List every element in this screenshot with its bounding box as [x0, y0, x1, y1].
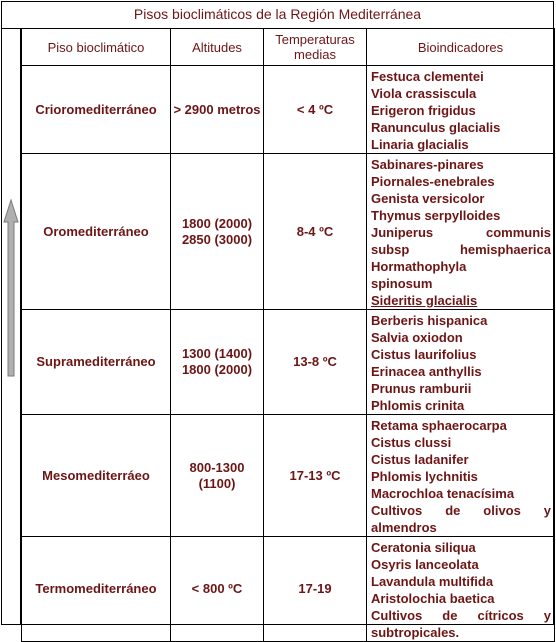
bioindicador: spinosum	[371, 276, 433, 291]
bioindicador: Festuca clementei	[371, 69, 484, 84]
bioindicador: Erigeron frigidus	[371, 103, 476, 118]
bioindicador: Thymus serpylloides	[371, 208, 501, 223]
bioclimatic-table	[21, 28, 555, 642]
altitud-line: (1100)	[198, 475, 236, 491]
piso-cell: Supramediterráneo	[22, 310, 171, 415]
bioindicador: Juniperus communis	[371, 225, 551, 240]
altitud-cell	[171, 415, 264, 537]
bioindicador: Cistus laurifolius	[371, 347, 477, 362]
table-row	[22, 66, 555, 154]
table-row	[22, 310, 555, 415]
bioindicador: Salvia oxiodon	[371, 330, 463, 345]
bioindicador: Cultivos de cítricos y	[371, 608, 551, 623]
bioindicador: Lavandula multifida	[371, 574, 494, 589]
bioindicador: Genista versicolor	[371, 191, 485, 206]
altitud-line: 800-1300	[189, 459, 245, 475]
table-row	[22, 537, 555, 642]
bioindicador: Phlomis crinita	[371, 398, 465, 413]
bioindicador: Berberis hispanica	[371, 313, 488, 328]
altitud-line: 1800 (2000)	[181, 215, 253, 231]
bioindicador: Cultivos de olivos y	[371, 503, 551, 518]
temperatura-cell: 17-13 ºC	[264, 415, 367, 537]
bioindicador: Aristolochia baetica	[371, 591, 495, 606]
bioindicador: almendros	[371, 520, 437, 535]
bioindicador: Hormathophyla	[371, 259, 467, 274]
temperatura-cell: 17-19	[264, 537, 367, 642]
altitud-line: 2850 (3000)	[181, 231, 253, 247]
altitud-cell: > 2900 metros	[171, 66, 264, 154]
header-row	[22, 29, 555, 66]
altitude-arrow-column	[1, 28, 21, 625]
altitud-cell	[171, 310, 264, 415]
bioindicador: subsp hemisphaerica	[371, 242, 551, 257]
bioindicadores-cell	[367, 310, 555, 415]
up-arrow-icon	[1, 198, 21, 380]
piso-cell: Oromediterráneo	[22, 154, 171, 310]
header-altitudes: Altitudes	[171, 29, 264, 66]
piso-cell: Mesomediterráeo	[22, 415, 171, 537]
bioindicador: Viola crassiscula	[371, 86, 477, 101]
temperatura-cell: 13-8 ºC	[264, 310, 367, 415]
bioindicador: Cistus ladanifer	[371, 452, 469, 467]
bioindicadores-cell	[367, 415, 555, 537]
bioindicador: Prunus ramburii	[371, 381, 472, 396]
bioindicador: Osyris lanceolata	[371, 557, 479, 572]
table-title: Pisos bioclimáticos de la Región Mediterránea	[1, 1, 554, 29]
piso-cell: Crioromediterráneo	[22, 66, 171, 154]
header-piso: Piso bioclimático	[22, 29, 171, 66]
table-row	[22, 415, 555, 537]
table-row	[22, 154, 555, 310]
header-bioindicadores: Bioindicadores	[367, 29, 555, 66]
altitud-line: 1300 (1400)	[181, 346, 253, 361]
bioindicador: Piornales-enebrales	[371, 174, 495, 189]
bioindicador: Sideritis glacialis	[371, 293, 478, 308]
altitud-cell	[171, 154, 264, 310]
bioindicador: Erinacea anthyllis	[371, 364, 482, 379]
bioindicador: Macrochloa tenacísima	[371, 486, 515, 501]
piso-cell: Termomediterráneo	[22, 537, 171, 642]
bioindicador: Ceratonia siliqua	[371, 540, 476, 555]
bioindicadores-cell	[367, 66, 555, 154]
bioindicador: Cistus clussi	[371, 435, 452, 450]
bioindicador: Ranunculus glacialis	[371, 120, 501, 135]
bioindicador: Retama sphaerocarpa	[371, 418, 507, 433]
temperatura-cell: 8-4 ºC	[264, 154, 367, 310]
bioindicador: subtropicales.	[371, 625, 460, 640]
bioindicadores-cell	[367, 154, 555, 310]
bioindicador: Phlomis lychnitis	[371, 469, 478, 484]
bioindicadores-cell	[367, 537, 555, 642]
bioindicador: Sabinares-pinares	[371, 157, 484, 172]
altitud-cell: < 800 ºC	[171, 537, 264, 642]
temperatura-cell: < 4 ºC	[264, 66, 367, 154]
bioindicador: Linaria glacialis	[371, 137, 469, 152]
altitud-line: 1800 (2000)	[181, 362, 253, 377]
header-temperaturas: Temperaturas medias	[264, 29, 367, 66]
